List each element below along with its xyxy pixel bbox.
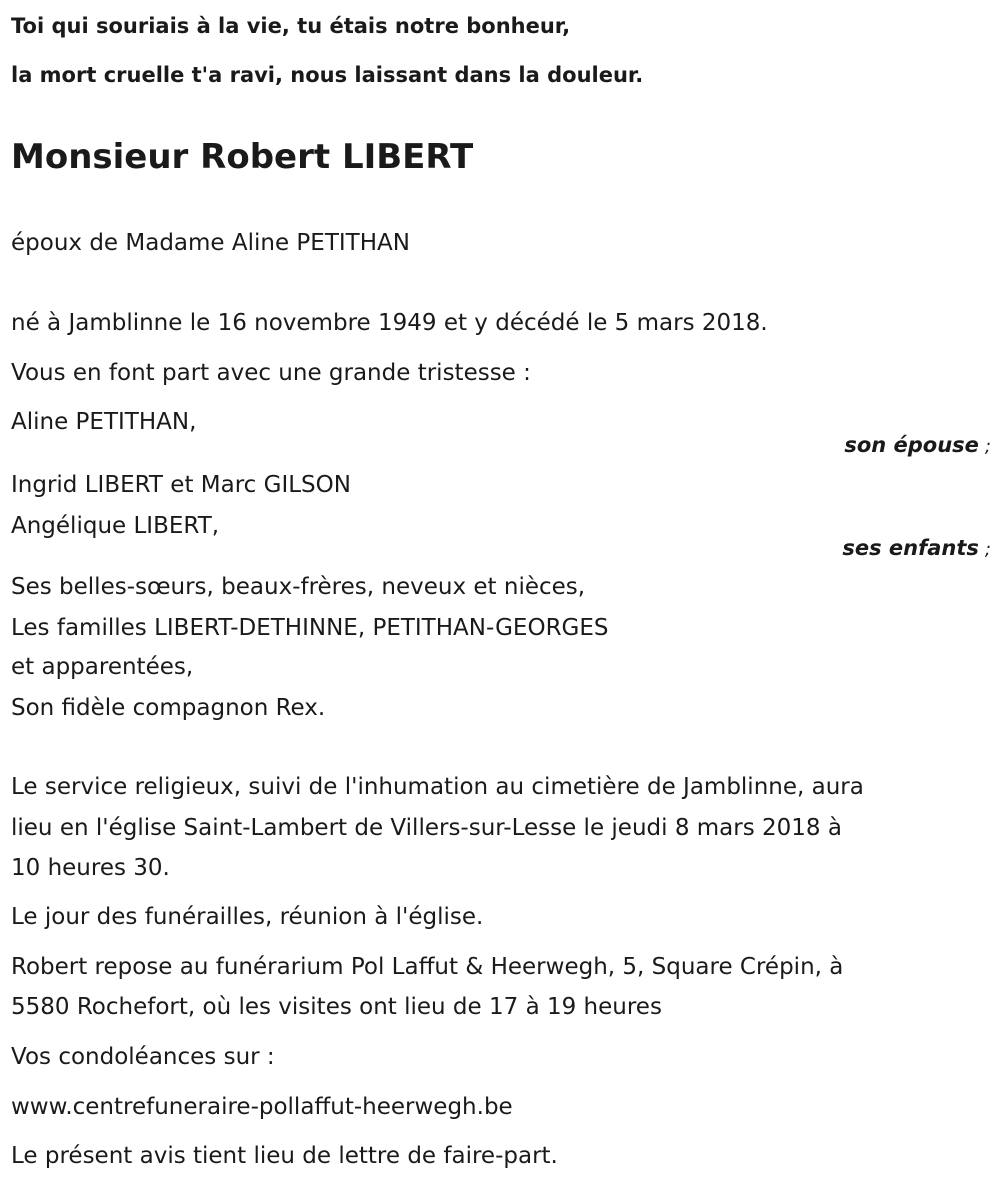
family-other-1: Ses belles-sœurs, beaux-frères, neveux et nièces, (11, 574, 586, 600)
spouse-relation-separator: ; (984, 436, 991, 457)
spouse-line: époux de Madame Aline PETITHAN (11, 230, 410, 256)
repose-line-1: Robert repose au funérarium Pol Laffut & Heerwegh, 5, Square Crépin, à (11, 954, 844, 980)
family-other-4: Son fidèle compagnon Rex. (11, 695, 326, 721)
birth-death-line: né à Jamblinne le 16 novembre 1949 et y décédé le 5 mars 2018. (11, 310, 768, 336)
announcement-intro: Vous en font part avec une grande tristesse : (11, 360, 531, 386)
child-2: Angélique LIBERT, (11, 513, 220, 539)
condolences-website: www.centrefuneraire-pollaffut-heerwegh.be (11, 1094, 513, 1120)
verse-line-1: Toi qui souriais à la vie, tu étais notre bonheur, (11, 14, 571, 38)
child-1: Ingrid LIBERT et Marc GILSON (11, 472, 351, 498)
service-line-2: lieu en l'église Saint-Lambert de Villers-sur-Lesse le jeudi 8 mars 2018 à (11, 815, 842, 841)
spouse-relation-label: son épouse (844, 433, 979, 457)
condolences-label: Vos condoléances sur : (11, 1044, 275, 1070)
children-relation (842, 534, 991, 564)
spouse-relation (844, 431, 991, 461)
closing-line: Le présent avis tient lieu de lettre de faire-part. (11, 1143, 558, 1169)
verse-line-2: la mort cruelle t'a ravi, nous laissant dans la douleur. (11, 63, 644, 87)
obituary-notice (11, 0, 991, 1191)
spouse-name: Aline PETITHAN, (11, 409, 197, 435)
children-relation-label: ses enfants (842, 536, 979, 560)
deceased-name: Monsieur Robert LIBERT (11, 137, 474, 177)
service-line-3: 10 heures 30. (11, 855, 170, 881)
service-line-1: Le service religieux, suivi de l'inhumation au cimetière de Jamblinne, aura (11, 774, 864, 800)
meeting-line: Le jour des funérailles, réunion à l'église. (11, 904, 484, 930)
children-relation-separator: ; (984, 539, 991, 560)
repose-line-2: 5580 Rochefort, où les visites ont lieu de 17 à 19 heures (11, 994, 662, 1020)
family-other-2: Les familles LIBERT-DETHINNE, PETITHAN-GEORGES (11, 615, 609, 641)
family-other-3: et apparentées, (11, 654, 194, 680)
